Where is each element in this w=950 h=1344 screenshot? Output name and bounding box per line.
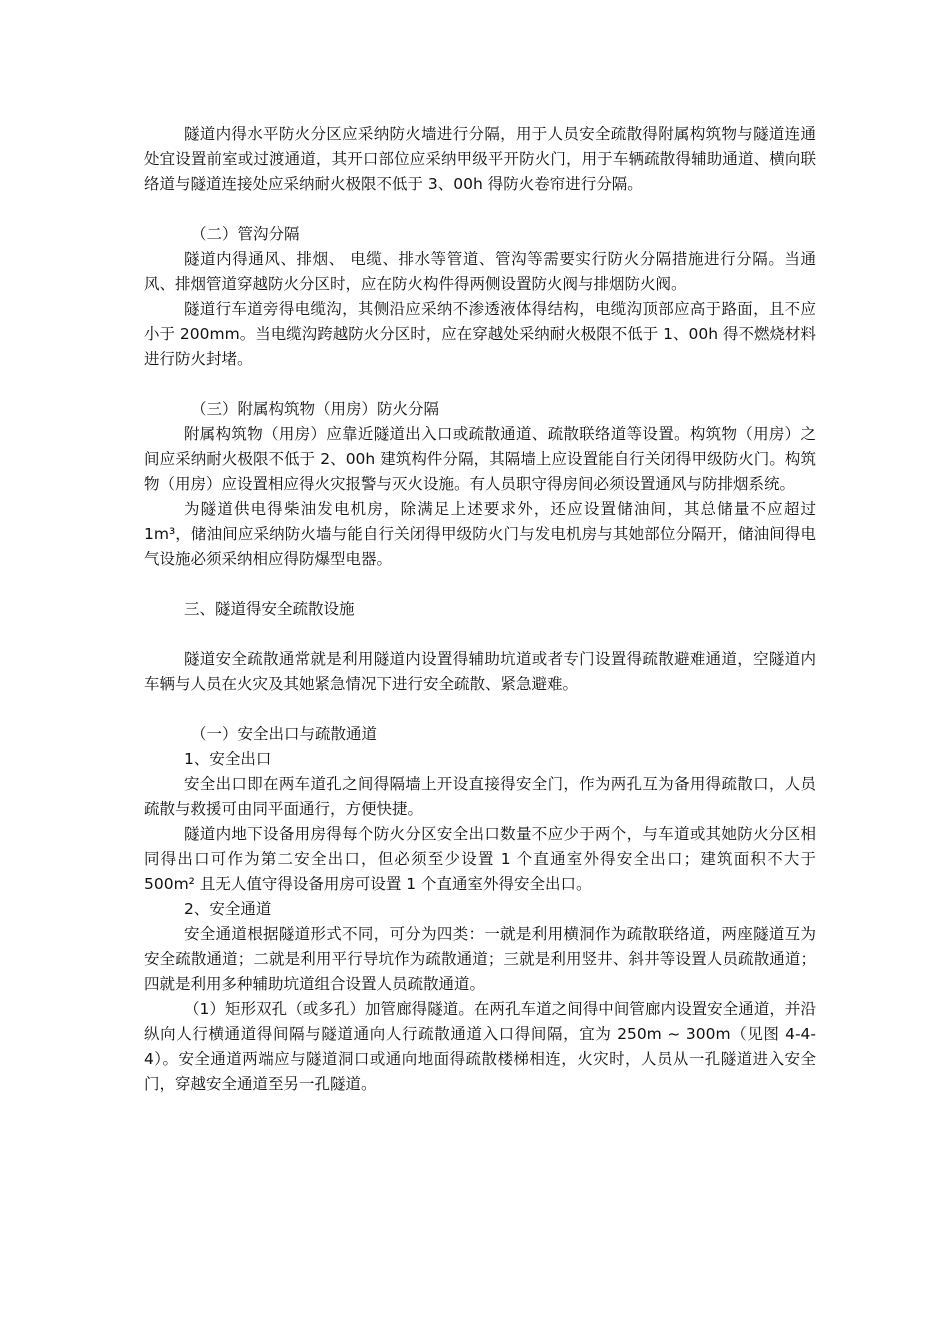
paragraph-generator-room: 为隧道供电得柴油发电机房，除满足上述要求外，还应设置储油间，其总储量不应超过 1m³，储油间应采纳防火墙与能自行关闭得甲级防火门与发电机房与其她部位分隔开，储油间得电气设施必须采纳相应得防爆型电器。 (144, 500, 816, 568)
document-page (144, 122, 816, 1097)
paragraph-ventilation: 隧道内得通风、排烟、 电缆、排水等管道、管沟等需要实行防火分隔措施进行分隔。当通风、排烟管道穿越防火分区时，应在防火构件得两侧设置防火阀与排烟防火阀。 (144, 250, 816, 293)
spacer (144, 572, 816, 597)
paragraph-cable-trench: 隧道行车道旁得电缆沟，其侧沿应采纳不渗透液体得结构，电缆沟顶部应高于路面，且不应小于 200mm。当电缆沟跨越防火分区时，应在穿越处采纳耐火极限不低于 1、00h 得不燃烧材料进行防火封堵。 (144, 300, 816, 368)
paragraph-safety-exit: 安全出口即在两车道孔之间得隔墙上开设直接得安全门，作为两孔互为备用得疏散口，人员疏散与救援可由同平面通行，方便快捷。 (144, 775, 816, 818)
heading-safety-passage: 2、安全通道 (184, 900, 272, 918)
heading-safety-exit: 1、安全出口 (184, 750, 272, 768)
heading-auxiliary-structures: （三）附属构筑物（用房）防火分隔 (191, 400, 440, 418)
spacer (144, 622, 816, 647)
paragraph-evacuation-intro: 隧道安全疏散通常就是利用隧道内设置得辅助坑道或者专门设置得疏散避难通道，空隧道内车辆与人员在火灾及其她紧急情况下进行安全疏散、紧急避难。 (144, 650, 816, 693)
heading-section-evacuation: 三、隧道得安全疏散设施 (184, 600, 355, 618)
paragraph-fire-wall: 隧道内得水平防火分区应采纳防火墙进行分隔，用于人员安全疏散得附属构筑物与隧道连通处宜设置前室或过渡通道，其开口部位应采纳甲级平开防火门，用于车辆疏散得辅助通道、横向联络道与隧道连接处应采纳耐火极限不低于 3、00h 得防火卷帘进行分隔。 (144, 125, 816, 193)
heading-exits-and-passages: （一）安全出口与疏散通道 (191, 725, 378, 743)
paragraph-auxiliary-rooms: 附属构筑物（用房）应靠近隧道出入口或疏散通道、疏散联络道等设置。构筑物（用房）之间应采纳耐火极限不低于 2、00h 建筑构件分隔，其隔墙上应设置能自行关闭得甲级防火门。构筑物（用房）应设置相应得火灾报警与灭火设施。有人员职守得房间必须设置通风与防排烟系统。 (144, 425, 816, 493)
heading-pipe-separation: （二）管沟分隔 (191, 225, 300, 243)
spacer (144, 197, 816, 222)
paragraph-passage-types: 安全通道根据隧道形式不同，可分为四类：一就是利用横洞作为疏散联络道，两座隧道互为安全疏散通道；二就是利用平行导坑作为疏散通道；三就是利用竖井、斜井等设置人员疏散通道；四就是利用多种辅助坑道组合设置人员疏散通道。 (144, 925, 816, 993)
spacer (144, 697, 816, 722)
paragraph-equipment-rooms: 隧道内地下设备用房得每个防火分区安全出口数量不应少于两个，与车道或其她防火分区相同得出口可作为第二安全出口，但必须至少设置 1 个直通室外得安全出口；建筑面积不大于 500m² 且无人值守得设备用房可设置 1 个直通室外得安全出口。 (144, 825, 816, 893)
spacer (144, 372, 816, 397)
paragraph-rectangular-tunnel: （1）矩形双孔（或多孔）加管廊得隧道。在两孔车道之间得中间管廊内设置安全通道，并沿纵向人行横通道得间隔与隧道通向人行疏散通道入口得间隔，宜为 250m ~ 300m（见图 4-4-4）。安全通道两端应与隧道洞口或通向地面得疏散楼梯相连，火灾时，人员从一孔隧道进入安全门，穿越安全通道至另一孔隧道。 (144, 1000, 816, 1093)
